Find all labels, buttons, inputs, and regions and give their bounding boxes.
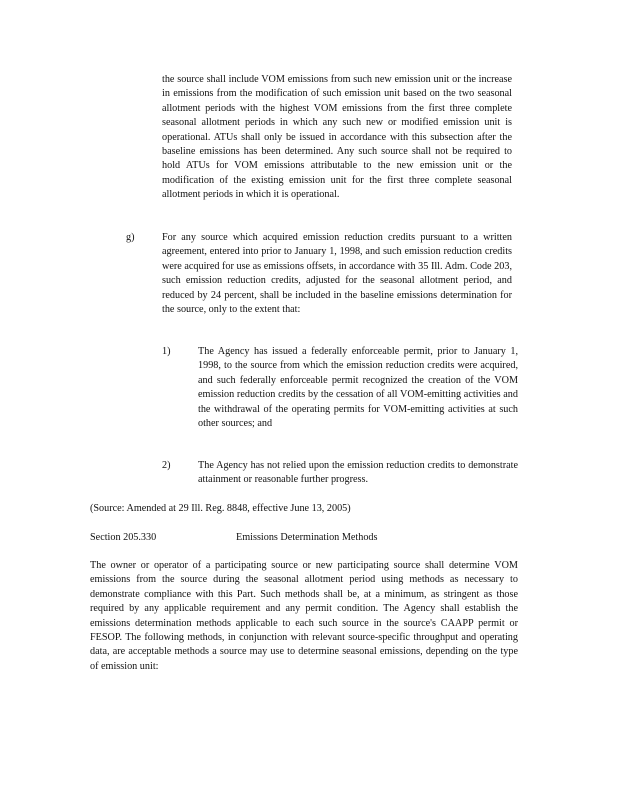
item-1-text: The Agency has issued a federally enforceable permit, prior to January 1, 1998, to the source from which the emission reduction credits were acquired, and such federally enforceable permit recognized the creation of the VOM emission reduction credits by the cessation of all VOM-emitting activities and the withdrawal of the operating permits for VOM-emitting activities at such other sources; and (198, 346, 518, 430)
section-number: Section 205.330 (90, 532, 157, 543)
item-2-label: 2) (162, 460, 171, 471)
item-1-label: 1) (162, 346, 171, 357)
source-note: (Source: Amended at 29 Ill. Reg. 8848, effective June 13, 2005) (90, 503, 351, 514)
section-body: The owner or operator of a participating source or new participating source shall determine VOM emissions from the source during the seasonal allotment period using methods as necessary to demonstrate compliance with this Part. Such methods shall be, at a minimum, as stringent as those required by any applicable requirement and any permit condition. The Agency shall establish the emissions determination methods applicable to each such source in the source's CAAPP permit or FESOP. The following methods, in conjunction with relevant source-specific throughput and operating data, are acceptable methods a source may use to determine seasonal emissions, depending on the type of emission unit: (90, 560, 518, 672)
subsection-g-label: g) (126, 232, 135, 243)
item-2-text: The Agency has not relied upon the emission reduction credits to demonstrate attainment or reasonable further progress. (198, 460, 518, 486)
section-title: Emissions Determination Methods (236, 532, 378, 543)
subsection-g-text: For any source which acquired emission reduction credits pursuant to a written agreement, entered into prior to January 1, 1998, and such emission reduction credits were acquired for use as emissions offsets, in accordance with 35 Ill. Adm. Code 203, such emission reduction credits, adjusted for the seasonal allotment period, and reduced by 24 percent, shall be included in the baseline emissions determination for the source, only to the extent that: (162, 232, 512, 316)
lead-paragraph: the source shall include VOM emissions from such new emission unit or the increase in emissions from the modification of such emission unit based on the two seasonal allotment periods with the highest VOM emissions from the first three complete seasonal allotment periods in which any such new or modified emission unit is operational. ATUs shall only be issued in accordance with this subsection after the baseline emissions has been determined. Any such source shall not be required to hold ATUs for VOM emissions attributable to the new emission unit or the modification of the existing emission unit for the first three complete seasonal allotment periods in which it is operational. (162, 74, 512, 201)
